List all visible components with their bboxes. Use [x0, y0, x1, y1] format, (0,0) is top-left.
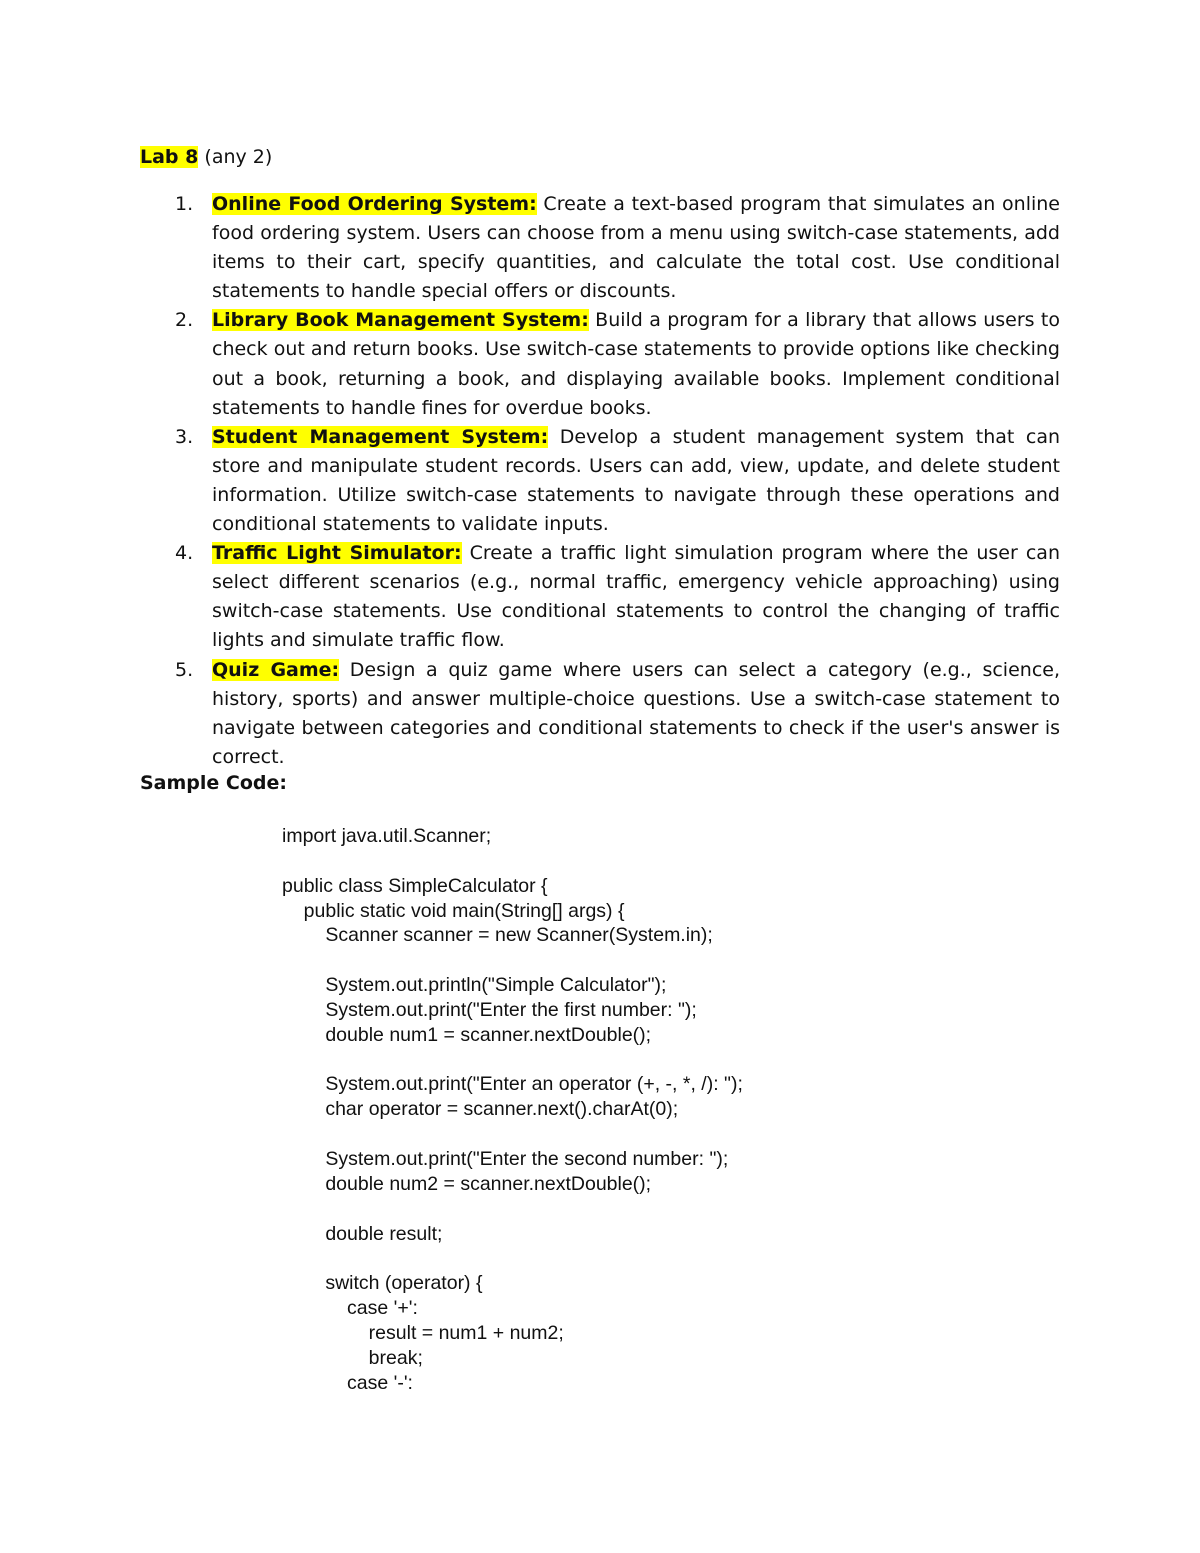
task-title: Quiz Game: [212, 658, 340, 681]
task-item [140, 656, 1060, 772]
task-description: Create a text-based program that simulates an online food ordering system. Users can choose from a menu using switch-case statements, add items to their cart, specify quantities, and calculate the total cost. Use conditional statements to handle special offers or discounts. [212, 193, 1060, 303]
task-description: Design a quiz game where users can select a category (e.g., science, history, sports) and answer multiple-choice questions. Use a switch-case statement to navigate between categories and conditional statements to check if the user's answer is correct. [212, 658, 1060, 768]
task-item [140, 423, 1060, 539]
task-item [140, 306, 1060, 422]
task-title: Traffic Light Simulator: [212, 542, 462, 565]
task-number: 4. [175, 542, 194, 565]
task-title: Online Food Ordering System: [212, 193, 537, 215]
task-number: 2. [175, 309, 194, 332]
lab-subtitle: (any 2) [198, 146, 273, 168]
task-list [140, 190, 1060, 772]
task-number: 3. [175, 425, 194, 448]
task-description: Create a traffic light simulation program where the user can select different scenarios (e.g., normal traffic, emergency vehicle approaching) using switch-case statements. Use conditional statements to control the changing of traffic lights and simulate traffic flow. [212, 542, 1060, 652]
task-description: Develop a student management system that can store and manipulate student records. Users can add, view, update, and delete student information. Utilize switch-case statements to navigate through these operations and conditional statements to validate inputs. [212, 425, 1061, 536]
sample-code-block: import java.util.Scanner; public class SimpleCalculator { public static void main(String[] args) { Scanner scanner = new Scanner(System.in); System.out.println("Simple Calculator"); System.out.print("Enter the first number: "); double num1 = scanner.nextDouble(); System.out.print("Enter an operator (+, -, *, /): "); char operator = scanner.next().charAt(0); System.out.print("Enter the second number: "); double num2 = scanner.nextDouble(); double result; switch (operator) { case '+': result = num1 + num2; break; case '-': [282, 825, 743, 1394]
lab-heading [140, 143, 272, 172]
task-description: Build a program for a library that allows users to check out and return books. Use switch-case statements to provide options like checking out a book, returning a book, and displaying available books. Implement conditional statements to handle fines for overdue books. [212, 309, 1060, 419]
task-title: Student Management System: [212, 425, 549, 448]
task-item [140, 190, 1060, 306]
lab-title: Lab 8 [140, 146, 199, 168]
task-number: 1. [175, 193, 194, 215]
sample-code-heading: Sample Code: [140, 772, 287, 794]
task-title: Library Book Management System: [212, 309, 589, 332]
task-item [140, 539, 1060, 655]
task-number: 5. [175, 658, 194, 681]
